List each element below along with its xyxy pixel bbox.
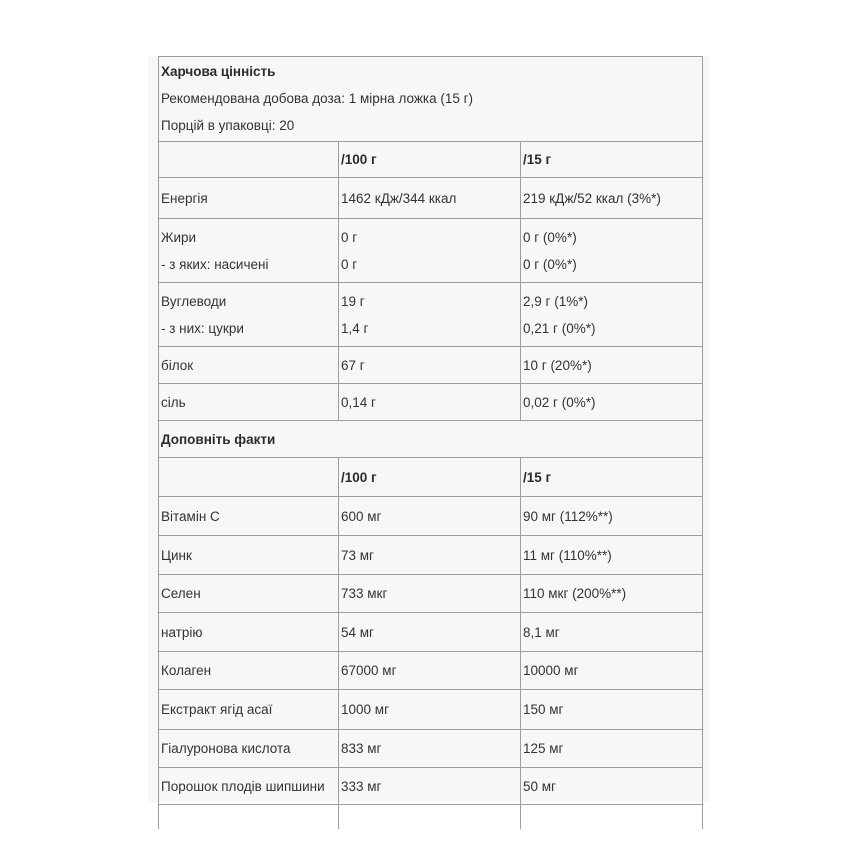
column-header-per100: /100 г	[339, 458, 521, 497]
row-per100: 1000 мг	[339, 690, 521, 730]
fat-label: Жири	[161, 230, 197, 245]
row-per100: 0,14 г	[339, 384, 521, 421]
sugars-label: - з них: цукри	[161, 321, 244, 336]
row-label: Порошок плодів шипшини	[159, 768, 339, 805]
portions-count: Порцій в упаковці: 20	[161, 118, 295, 133]
table-row	[159, 575, 703, 613]
table-row	[159, 497, 703, 536]
row-per15: 125 мг	[521, 730, 703, 768]
column-header-per100: /100 г	[339, 142, 521, 178]
carbs-label: Вуглеводи	[161, 294, 227, 309]
row-label	[159, 219, 339, 283]
table-row	[159, 730, 703, 768]
row-per15: 150 мг	[521, 690, 703, 730]
row-per100	[339, 219, 521, 283]
row-label: Гіалуронова кислота	[159, 730, 339, 768]
supplement-section-row	[159, 421, 703, 458]
supplement-title: Доповніть факти	[159, 421, 703, 458]
table-row	[159, 768, 703, 805]
nutrition-table	[158, 56, 703, 829]
column-header-per15: /15 г	[521, 458, 703, 497]
row-label: Енергія	[159, 178, 339, 219]
row-label: Цинк	[159, 536, 339, 575]
table-row	[159, 178, 703, 219]
row-per15	[521, 283, 703, 347]
row-label: сіль	[159, 384, 339, 421]
row-label: Екстракт ягід асаї	[159, 690, 339, 730]
table-row-cut-off	[159, 805, 703, 830]
row-per15: 10 г (20%*)	[521, 347, 703, 384]
sugars-per15: 0,21 г (0%*)	[523, 321, 596, 336]
fat-per100: 0 г	[341, 230, 358, 245]
row-per100: 733 мкг	[339, 575, 521, 613]
header-empty-cell	[159, 458, 339, 497]
table-title: Харчова цінність	[161, 64, 276, 79]
recommended-dose: Рекомендована добова доза: 1 мірна ложка (15 г)	[161, 91, 474, 106]
row-per15: 50 мг	[521, 768, 703, 805]
row-per100	[339, 805, 521, 830]
table-row	[159, 690, 703, 730]
row-label: Вітамін С	[159, 497, 339, 536]
table-row	[159, 536, 703, 575]
saturated-per100: 0 г	[341, 257, 358, 272]
row-per15: 8,1 мг	[521, 613, 703, 652]
carbs-per100: 19 г	[341, 294, 365, 309]
saturated-per15: 0 г (0%*)	[523, 257, 577, 272]
table-row	[159, 283, 703, 347]
row-per100: 54 мг	[339, 613, 521, 652]
row-label: Колаген	[159, 652, 339, 690]
row-per100: 67000 мг	[339, 652, 521, 690]
table-row	[159, 384, 703, 421]
info-cell	[159, 57, 703, 142]
row-per15	[521, 219, 703, 283]
row-per100: 73 мг	[339, 536, 521, 575]
column-header-per15: /15 г	[521, 142, 703, 178]
row-per15: 10000 мг	[521, 652, 703, 690]
row-per100	[339, 283, 521, 347]
row-per100: 67 г	[339, 347, 521, 384]
carbs-per15: 2,9 г (1%*)	[523, 294, 588, 309]
row-per15: 0,02 г (0%*)	[521, 384, 703, 421]
row-label	[159, 283, 339, 347]
row-label: білок	[159, 347, 339, 384]
fat-per15: 0 г (0%*)	[523, 230, 577, 245]
row-label: натрію	[159, 613, 339, 652]
info-header-row	[159, 57, 703, 142]
column-header-row	[159, 142, 703, 178]
row-label	[159, 805, 339, 830]
row-per15: 110 мкг (200%**)	[521, 575, 703, 613]
row-per15: 90 мг (112%**)	[521, 497, 703, 536]
row-per100: 600 мг	[339, 497, 521, 536]
row-per15: 219 кДж/52 ккал (3%*)	[521, 178, 703, 219]
sugars-per100: 1,4 г	[341, 321, 369, 336]
row-per100: 1462 кДж/344 ккал	[339, 178, 521, 219]
column-header-row	[159, 458, 703, 497]
header-empty-cell	[159, 142, 339, 178]
table-row	[159, 347, 703, 384]
table-row	[159, 652, 703, 690]
row-per100: 833 мг	[339, 730, 521, 768]
row-per15: 11 мг (110%**)	[521, 536, 703, 575]
row-per100: 333 мг	[339, 768, 521, 805]
table-row	[159, 219, 703, 283]
row-label: Селен	[159, 575, 339, 613]
saturated-label: - з яких: насичені	[161, 257, 269, 272]
table-row	[159, 613, 703, 652]
row-per15	[521, 805, 703, 830]
